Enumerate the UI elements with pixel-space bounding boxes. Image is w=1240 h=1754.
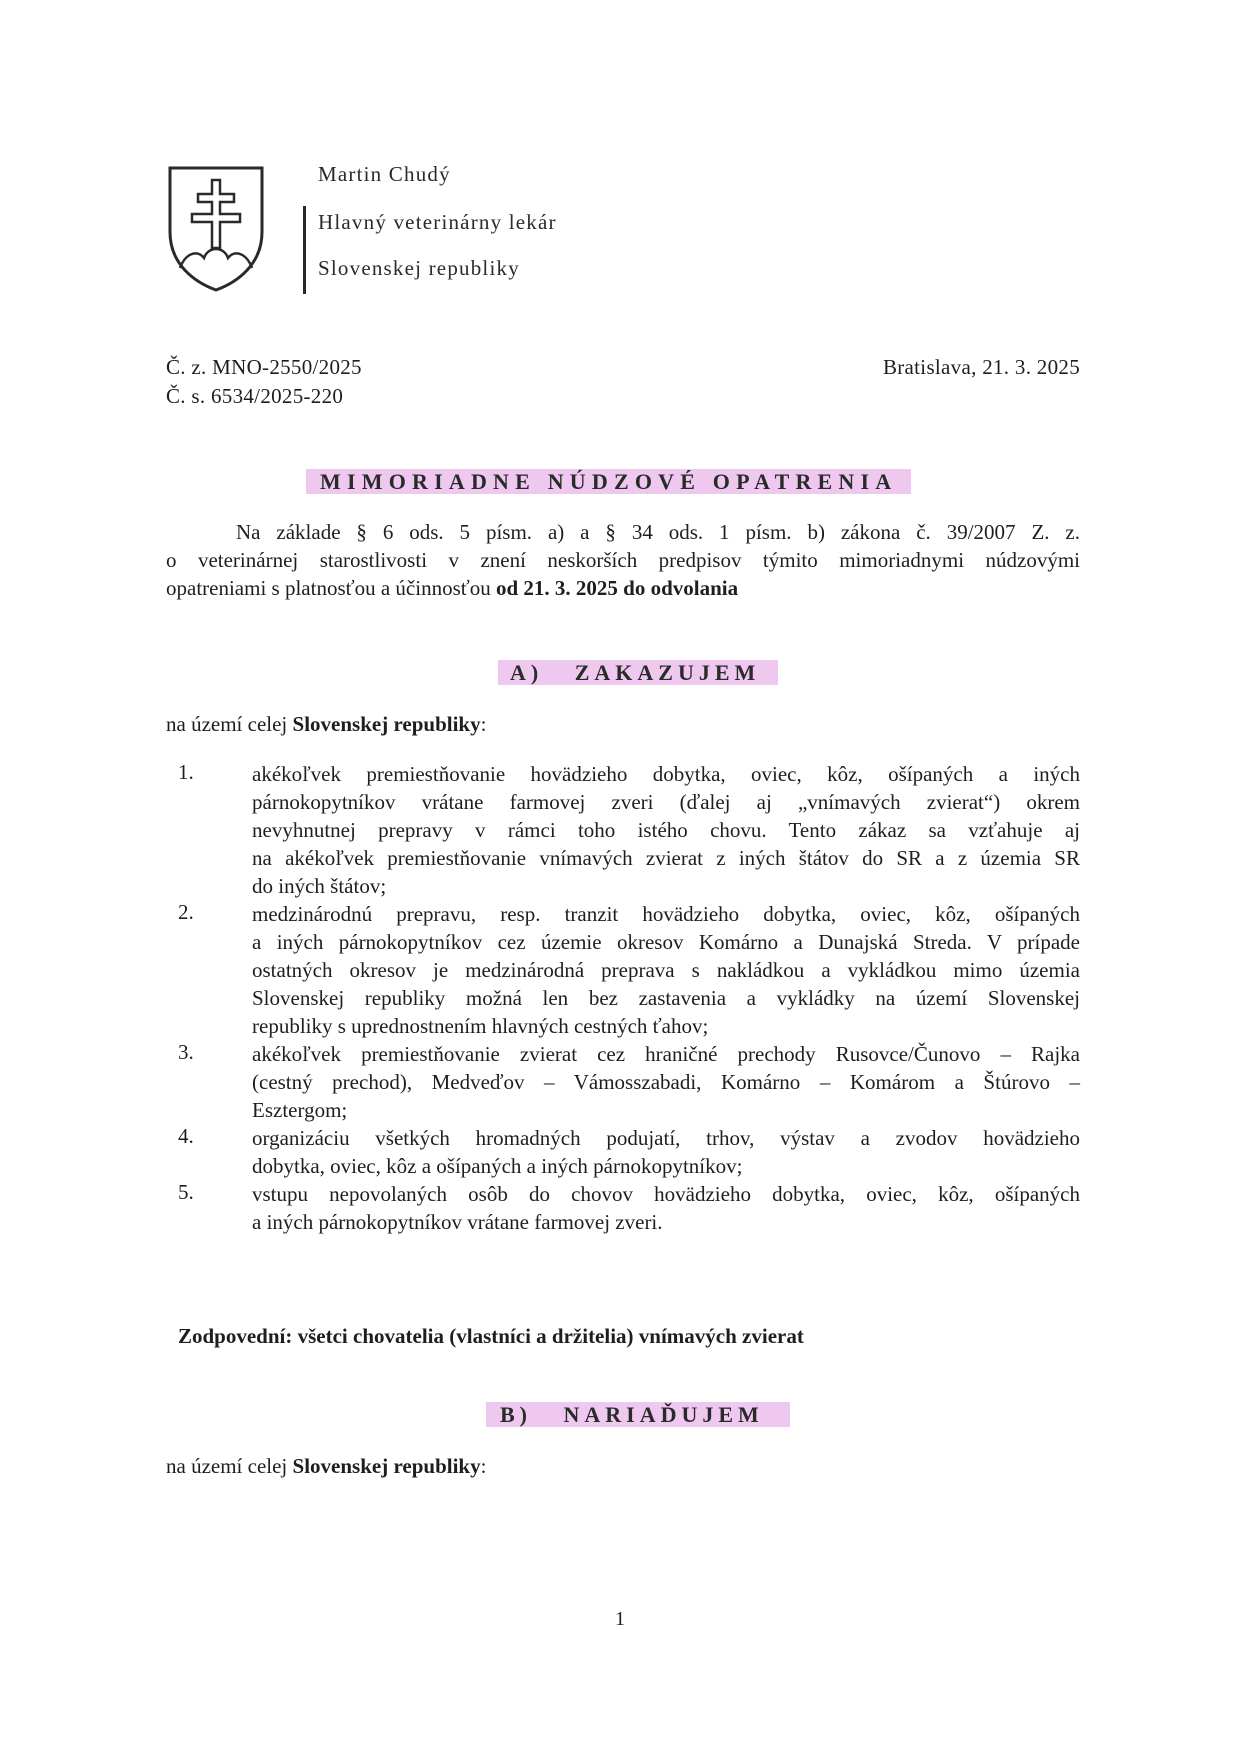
item-number: 3. [178, 1040, 194, 1064]
section-a-heading: A) ZAKAZUJEM [498, 656, 778, 690]
list-item: medzinárodnú prepravu, resp. tranzit hovädzieho dobytka, oviec, kôz, ošípaných a iných párnokopytníkov cez územie okresov Komárno a Dunajská Streda. V prípade ostatných okresov je medzinárodná preprava s nakládkou a vykládkou mimo územia Slovenskej republiky možná len bez zastavenia a vykládky na území Slovenskej republiky s uprednostnením hlavných cestných ťahov; [252, 902, 1080, 1038]
validity-date: od 21. 3. 2025 do odvolania [495, 576, 739, 600]
page-number: 1 [615, 1608, 625, 1630]
section-b-heading: B) NARIAĎUJEM [486, 1398, 790, 1432]
section-a-intro: na území celej Slovenskej republiky: [166, 712, 487, 736]
list-item: akékoľvek premiestňovanie zvierat cez hraničné prechody Rusovce/Čunovo – Rajka (cestný prechod), Medveďov – Vámosszabadi, Komárno – Komárom a Štúrovo – Esztergom; [252, 1042, 1080, 1122]
place-date: Bratislava, 21. 3. 2025 [882, 355, 1080, 379]
coat-of-arms-icon [166, 164, 266, 294]
item-number: 1. [178, 760, 194, 784]
official-country: Slovenskej republiky [318, 256, 520, 280]
official-name: Martin Chudý [318, 162, 451, 186]
preamble-line: Na základe § 6 ods. 5 písm. a) a § 34 ods. 1 písm. b) zákona č. 39/2007 Z. z. [236, 520, 1080, 544]
list-item: organizáciu všetkých hromadných podujatí, trhov, výstav a zvodov hovädzieho dobytka, oviec, kôz a ošípaných a iných párnokopytníkov; [252, 1126, 1080, 1178]
title-highlight: MIMORIADNE NÚDZOVÉ OPATRENIA [306, 469, 911, 494]
preamble-line: opatreniami s platnosťou a účinnosťou od 21. 3. 2025 do odvolania [166, 576, 739, 600]
list-item: vstupu nepovolaných osôb do chovov hovädzieho dobytka, oviec, kôz, ošípaných a iných párnokopytníkov vrátane farmovej zveri. [252, 1182, 1080, 1234]
item-number: 4. [178, 1124, 194, 1148]
item-number: 2. [178, 900, 194, 924]
responsible-parties: Zodpovední: všetci chovatelia (vlastníci a držitelia) vnímavých zvierat [178, 1324, 804, 1348]
list-item: akékoľvek premiestňovanie hovädzieho dobytka, oviec, kôz, ošípaných a iných párnokopytníkov vrátane farmovej zveri (ďalej aj „vnímavých zvierat“) okrem nevyhnutnej prepravy v rámci toho istého chovu. Tento zákaz sa vzťahuje aj na akékoľvek premiestňovanie vnímavých zvierat z iných štátov do SR a z územia SR do iných štátov; [252, 762, 1080, 898]
reference-cs: Č. s. 6534/2025-220 [166, 384, 344, 408]
official-position: Hlavný veterinárny lekár [318, 210, 557, 234]
section-b-intro: na území celej Slovenskej republiky: [166, 1454, 487, 1478]
document-title [306, 464, 932, 500]
preamble-line: o veterinárnej starostlivosti v znení neskorších predpisov týmito mimoriadnymi núdzovými [166, 548, 1080, 572]
header-divider [303, 206, 306, 294]
preamble [166, 518, 1080, 602]
item-number: 5. [178, 1180, 194, 1204]
reference-cz: Č. z. MNO-2550/2025 [166, 355, 362, 379]
